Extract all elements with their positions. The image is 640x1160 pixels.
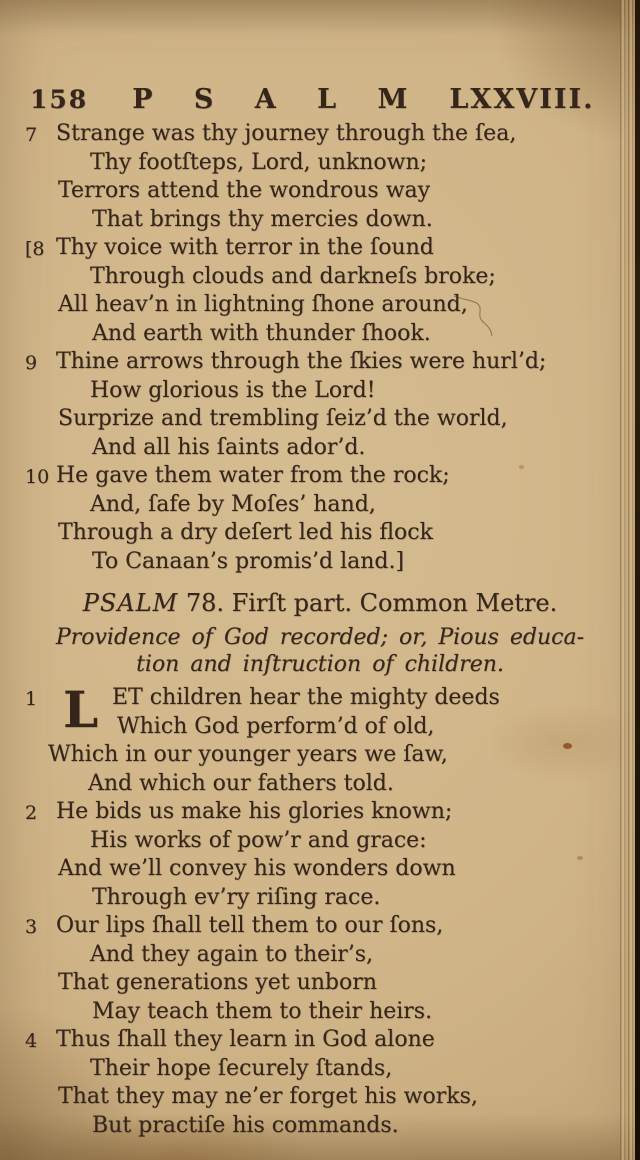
verse-line: Through clouds and darkneſs broke;	[90, 263, 496, 289]
verse-line: Thus ſhall they learn in God alone	[56, 1027, 435, 1052]
hair-mark	[452, 292, 494, 340]
psalm-roman-numeral: LXXVIII.	[449, 84, 595, 115]
verse-number: 10	[25, 466, 50, 488]
page-number: 158	[30, 85, 89, 114]
running-title: P S A L M	[132, 84, 424, 115]
verse-line: And earth with thunder ſhook.	[92, 320, 431, 346]
verse-line: And they again to their’s,	[90, 941, 374, 967]
psalm-heading-part: Firſt part.	[231, 589, 353, 617]
paper-speck	[563, 743, 572, 749]
verse-line: Thy voice with terror in the ſound	[56, 235, 434, 260]
verse-line: How glorious is the Lord!	[90, 377, 376, 403]
verse-number: 9	[25, 352, 38, 374]
verse-number: 2	[25, 802, 38, 824]
verse-line: Which in our younger years we ſaw,	[48, 742, 448, 767]
verse-line: ET children hear the mighty deeds	[112, 685, 500, 710]
psalm-77-verses	[0, 120, 640, 576]
verse-line: And we’ll convey his wonders down	[58, 856, 456, 881]
verse-line: Strange was thy journey through the ſea,	[56, 121, 517, 146]
verse-number: 7	[25, 124, 38, 146]
verse	[0, 680, 640, 798]
psalm-heading-title: PSALM	[82, 589, 179, 617]
verse	[0, 798, 640, 912]
verse-line: Surprize and trembling ſeiz’d the world,	[58, 406, 508, 431]
verse-number: 3	[25, 916, 38, 938]
psalm-78-verses	[0, 680, 640, 1140]
verse-line: Thy footſteps, Lord, unknown;	[90, 149, 428, 175]
verse-line: Through ev’ry riſing race.	[92, 884, 381, 910]
verse-line: Through a dry deſert led his flock	[58, 520, 433, 545]
verse-line: All heav’n in lightning ſhone around,	[58, 292, 468, 317]
verse-line: And, ſafe by Moſes’ hand,	[90, 491, 376, 517]
verse-line: But practiſe his commands.	[92, 1112, 399, 1138]
verse-line: Terrors attend the wondrous way	[58, 178, 431, 203]
verse-line: May teach them to their heirs.	[92, 998, 433, 1024]
drop-cap-letter: L	[63, 680, 99, 739]
psalm-heading-number: 78.	[185, 589, 224, 617]
verse-line: Their hope ſecurely ſtands,	[90, 1055, 393, 1081]
verse	[0, 120, 640, 234]
verse	[0, 348, 640, 462]
verse-line: He gave them water from the rock;	[56, 463, 450, 488]
verse	[0, 1026, 640, 1140]
verse	[0, 462, 640, 576]
psalm-subtitle	[0, 624, 640, 678]
verse-number: 1	[25, 688, 38, 710]
psalm-heading	[0, 586, 640, 620]
verse-line: Which God perform’d of old,	[117, 713, 435, 739]
paper-speck	[577, 856, 583, 860]
verse-line: His works of pow’r and grace:	[90, 827, 427, 853]
verse-line: He bids us make his glories known;	[56, 799, 453, 824]
verse	[0, 234, 640, 348]
verse-line: That generations yet unborn	[58, 970, 377, 995]
subtitle-line: Providence of God recorded; or, Pious educa-	[55, 625, 585, 650]
verse-line: Thine arrows through the ſkies were hurl’d;	[56, 349, 547, 374]
verse-number: 4	[25, 1030, 38, 1052]
verse-line: That they may ne’er forget his works,	[58, 1084, 478, 1109]
verse-number: [8	[25, 238, 45, 260]
subtitle-line: tion and inſtruction of children.	[136, 652, 504, 677]
verse-line: To Canaan’s promis’d land.]	[92, 548, 405, 574]
page-header	[0, 84, 640, 115]
verse-line: That brings thy mercies down.	[92, 206, 433, 232]
psalm-heading-metre: Common Metre.	[359, 589, 558, 617]
paper-speck	[519, 465, 524, 469]
verse-line: And which our fathers told.	[88, 770, 394, 796]
verse-line: And all his ſaints ador’d.	[92, 434, 366, 460]
verse-line: Our lips ſhall tell them to our ſons,	[56, 913, 444, 938]
verse	[0, 912, 640, 1026]
